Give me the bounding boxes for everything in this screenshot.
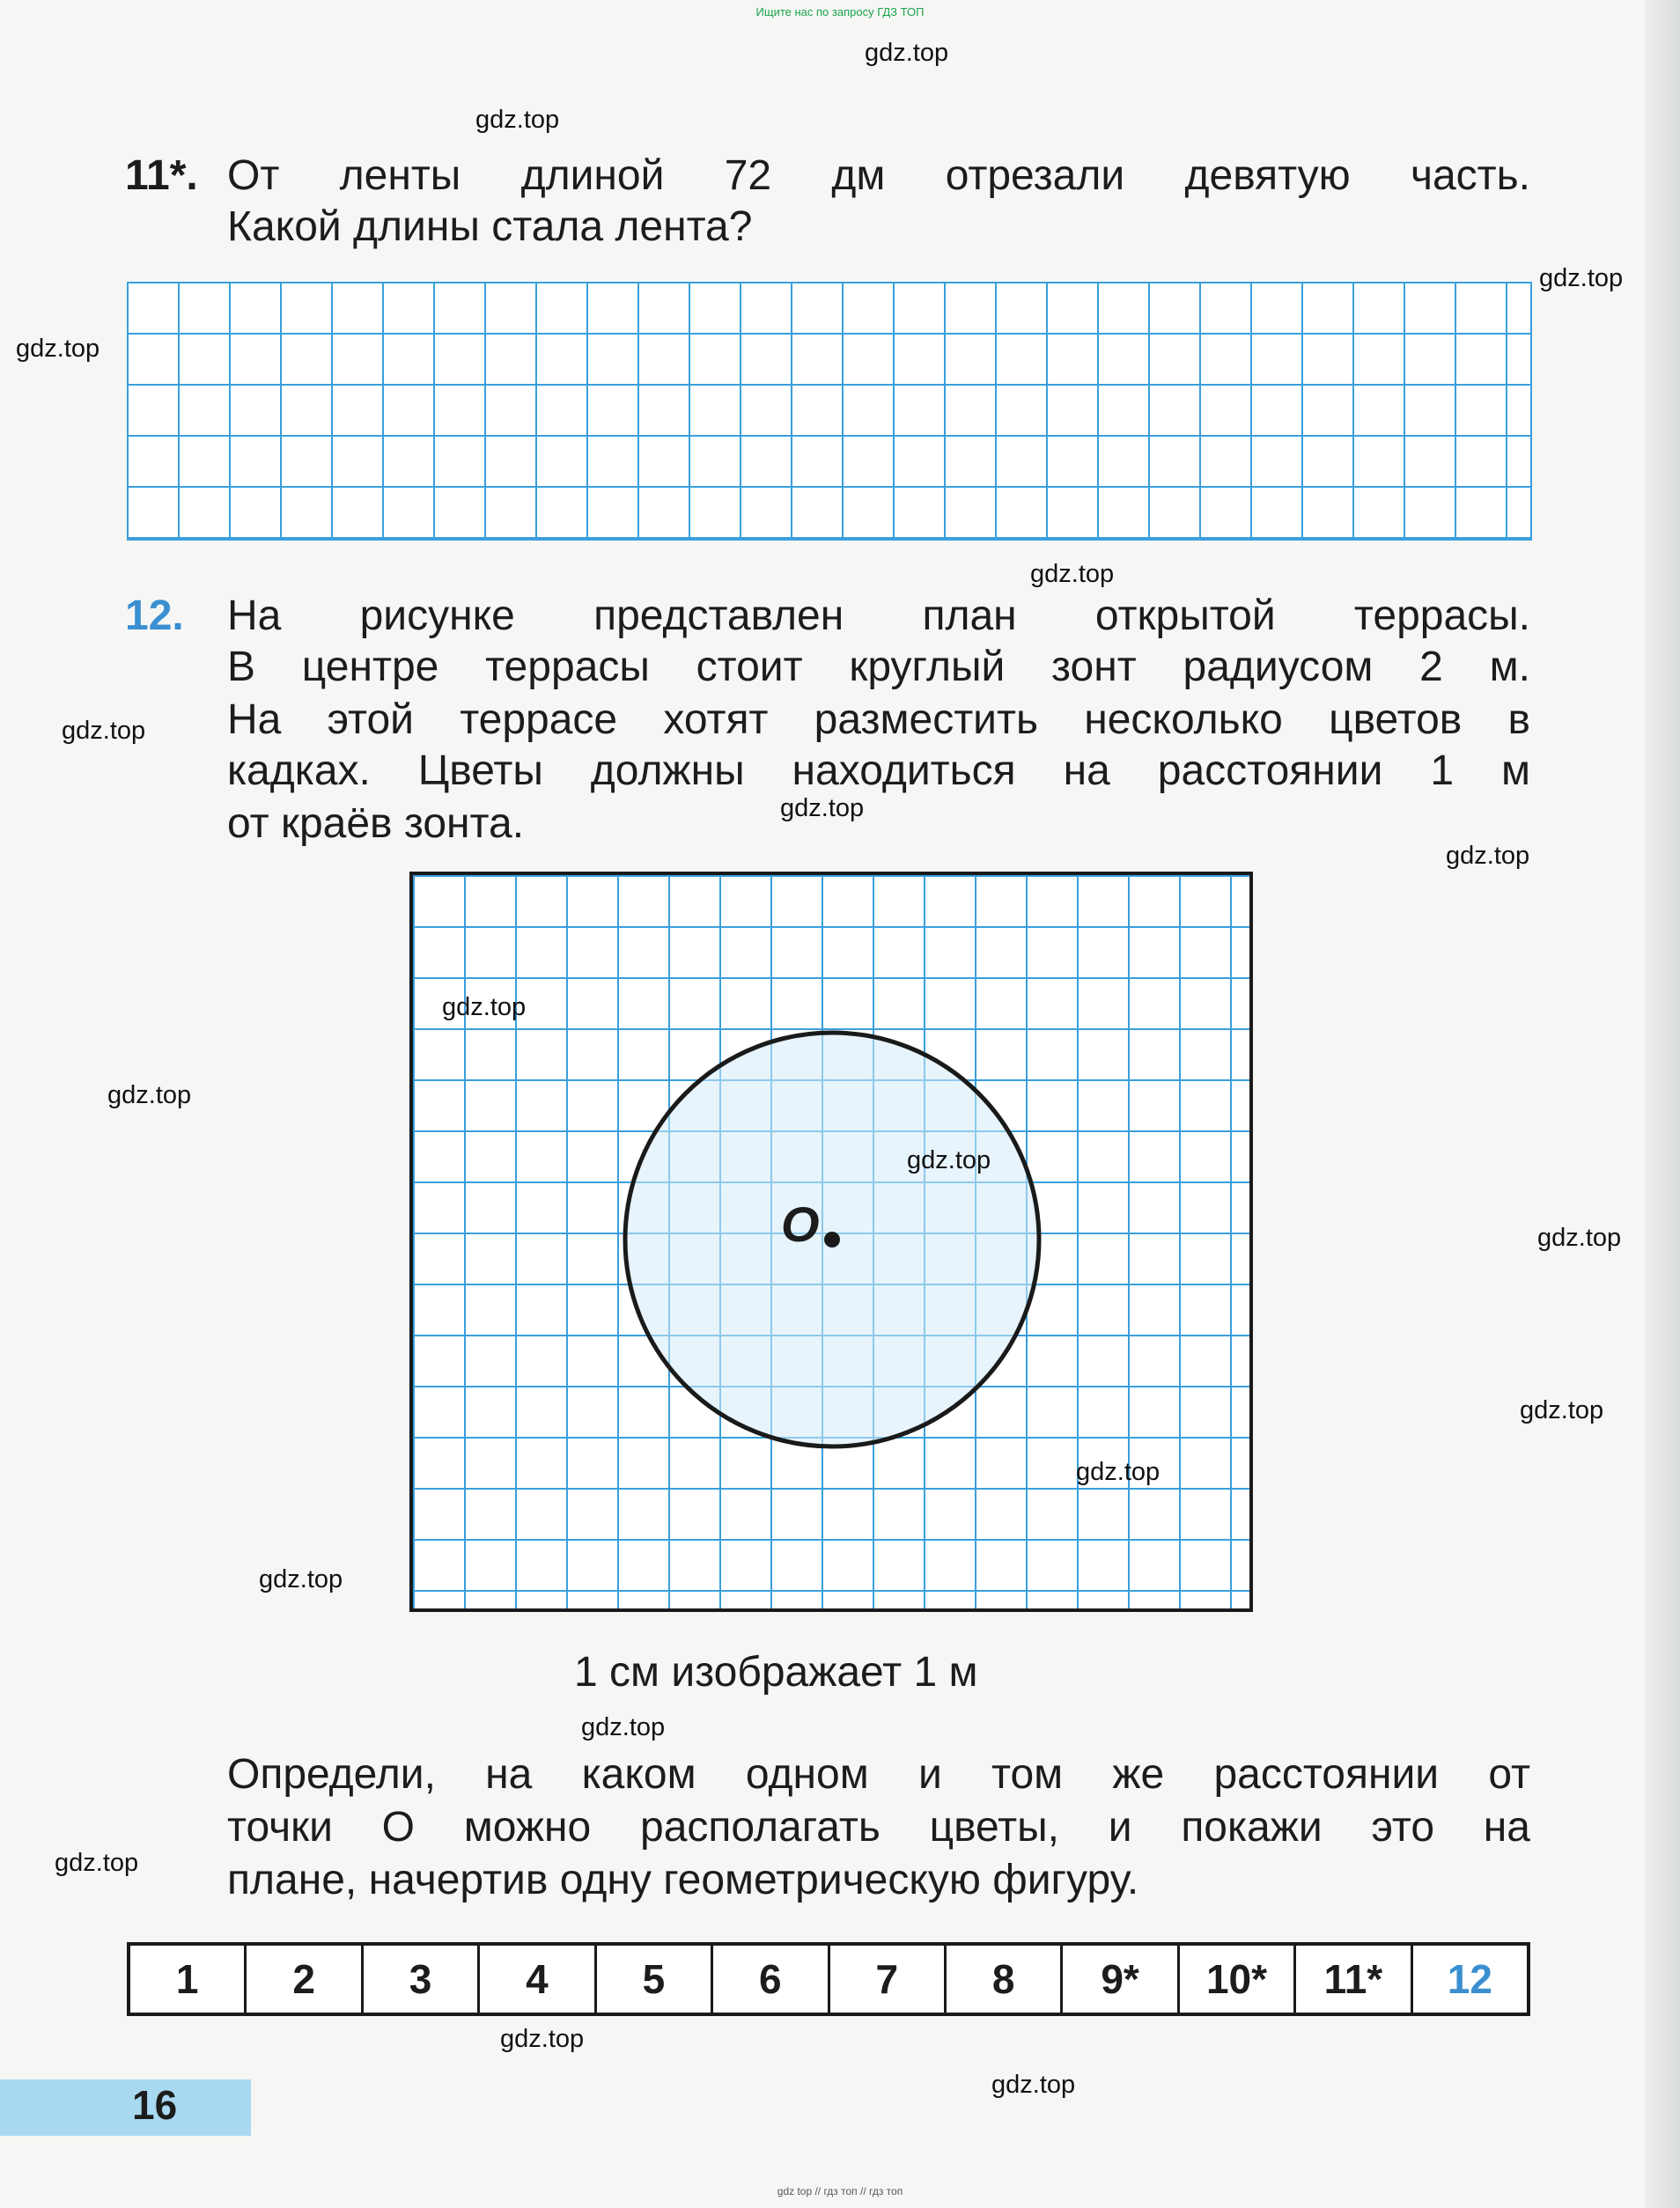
- umbrella-drawing: [413, 875, 1253, 1612]
- watermark: gdz.top: [442, 993, 527, 1021]
- terrace-plan[interactable]: [409, 872, 1253, 1612]
- watermark: gdz.top: [907, 1146, 991, 1174]
- task-12-question-line-1: Определи, на каком одном и том же расстоянии от: [227, 1751, 1530, 1798]
- watermark: gdz.top: [1539, 264, 1624, 292]
- task-12-number: 12.: [125, 592, 184, 639]
- watermark: gdz.top: [107, 1081, 192, 1109]
- task-12-question-line-3: плане, начертив одну геометрическую фигуру.: [227, 1857, 1139, 1903]
- top-banner: Ищите нас по запросу ГДЗ ТОП: [755, 5, 925, 18]
- watermark: gdz.top: [62, 717, 146, 745]
- center-point: [824, 1232, 840, 1248]
- center-label: O: [781, 1196, 820, 1252]
- answer-grid-task-11[interactable]: [127, 282, 1532, 541]
- task-11-number: 11*.: [125, 152, 198, 199]
- page-number: 16: [132, 2082, 178, 2128]
- watermark: gdz.top: [865, 39, 949, 67]
- watermark: gdz.top: [500, 2025, 585, 2053]
- nav-task-1[interactable]: 1: [130, 1946, 247, 2013]
- nav-task-7[interactable]: 7: [830, 1946, 947, 2013]
- task-12-line-4: кадках. Цветы должны находиться на расстоянии 1 м: [227, 747, 1530, 794]
- nav-task-10[interactable]: 10*: [1180, 1946, 1296, 2013]
- watermark: gdz.top: [780, 794, 865, 822]
- watermark: gdz.top: [55, 1849, 139, 1877]
- watermark: gdz.top: [16, 335, 100, 363]
- scale-note: 1 см изображает 1 м: [574, 1649, 978, 1696]
- task-11-line-2: Какой длины стала лента?: [227, 203, 753, 250]
- bottom-banner: gdz top // гдз топ // гдз топ: [777, 2185, 903, 2197]
- task-11-line-1: От ленты длиной 72 дм отрезали девятую часть.: [227, 152, 1530, 199]
- nav-task-8[interactable]: 8: [947, 1946, 1063, 2013]
- watermark: gdz.top: [259, 1565, 343, 1593]
- watermark: gdz.top: [991, 2071, 1076, 2099]
- page-edge-shade: [1645, 0, 1680, 2208]
- task-12-line-2: В центре террасы стоит круглый зонт радиусом 2 м.: [227, 644, 1530, 690]
- watermark: gdz.top: [581, 1713, 666, 1741]
- task-12-line-3: На этой террасе хотят разместить несколько цветов в: [227, 696, 1530, 743]
- nav-task-4[interactable]: 4: [480, 1946, 596, 2013]
- task-12-line-1: На рисунке представлен план открытой террасы.: [227, 592, 1530, 639]
- watermark: gdz.top: [475, 106, 560, 134]
- nav-task-12[interactable]: 12: [1447, 1956, 1492, 2002]
- watermark: gdz.top: [1030, 560, 1115, 588]
- nav-task-9[interactable]: 9*: [1063, 1946, 1179, 2013]
- nav-task-11[interactable]: 11*: [1296, 1946, 1412, 2013]
- task-12-line-5: от краёв зонта.: [227, 800, 525, 847]
- nav-task-3[interactable]: 3: [364, 1946, 480, 2013]
- watermark: gdz.top: [1520, 1396, 1604, 1424]
- page-number-tab: [0, 2079, 251, 2136]
- watermark: gdz.top: [1537, 1224, 1622, 1252]
- nav-task-5[interactable]: 5: [597, 1946, 713, 2013]
- watermark: gdz.top: [1076, 1458, 1161, 1486]
- task-navigation: [127, 1942, 1530, 2016]
- nav-task-2[interactable]: 2: [247, 1946, 363, 2013]
- watermark: gdz.top: [1446, 842, 1530, 870]
- task-12-question-line-2: точки О можно располагать цветы, и покажи это на: [227, 1804, 1530, 1851]
- nav-task-6[interactable]: 6: [713, 1946, 829, 2013]
